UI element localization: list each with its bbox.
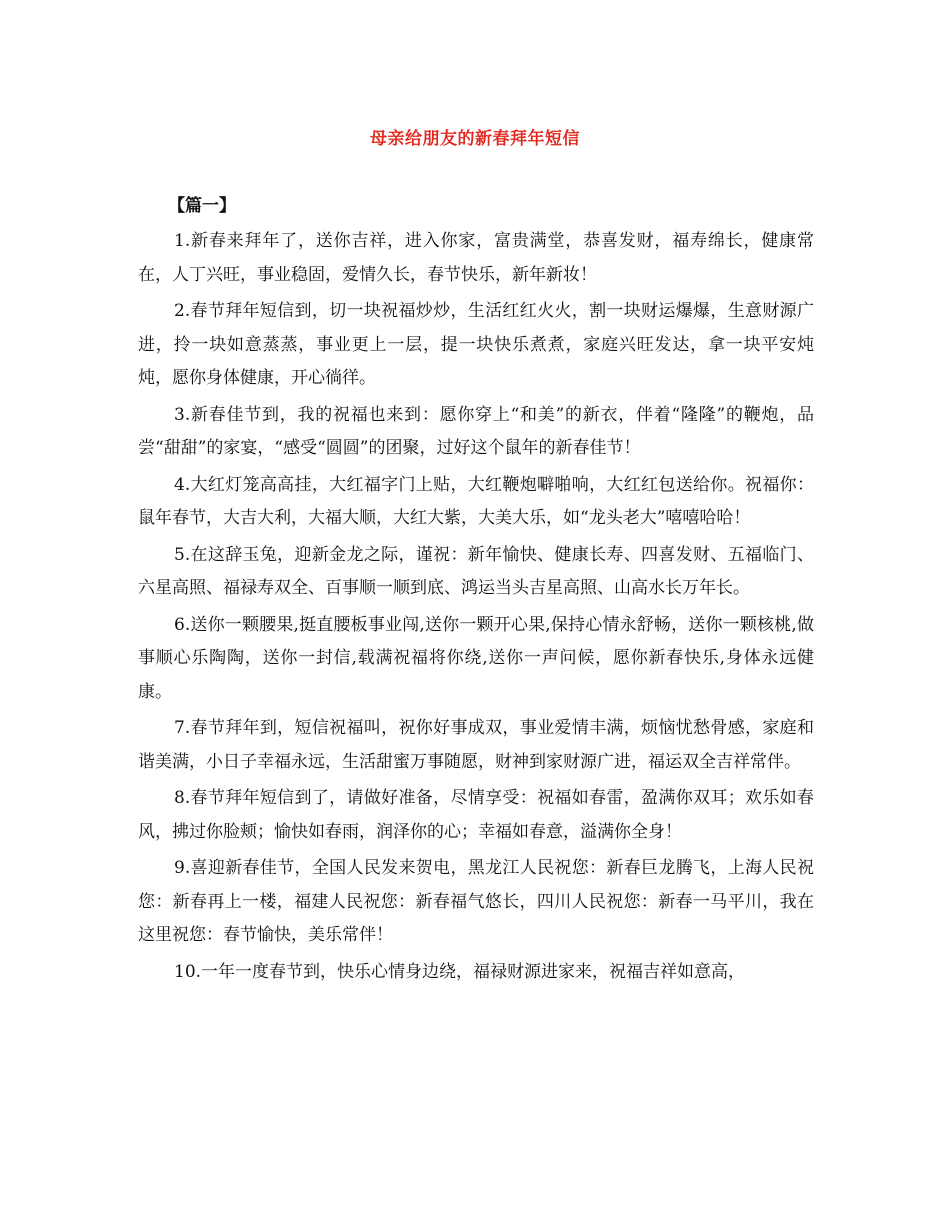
document-body <box>138 190 814 992</box>
paragraph-8: 8.春节拜年短信到了，请做好准备，尽情享受：祝福如春雷，盈满你双耳；欢乐如春风，拂过你脸颊；愉快如春雨，润泽你的心；幸福如春意，溢满你全身！ <box>138 788 814 842</box>
paragraph-1: 1.新春来拜年了，送你吉祥，进入你家，富贵满堂，恭喜发财，福寿绵长，健康常在，人丁兴旺，事业稳固，爱情久长，春节快乐，新年新妆！ <box>138 231 814 285</box>
paragraph-6: 6.送你一颗腰果,挺直腰板事业闯,送你一颗开心果,保持心情永舒畅，送你一颗核桃,做事顺心乐陶陶，送你一封信,载满祝福将你绕,送你一声问候，愿你新春快乐,身体永远健康。 <box>138 614 814 702</box>
section-label: 【篇一】 <box>168 196 236 216</box>
paragraph-7: 7.春节拜年到，短信祝福叫，祝你好事成双，事业爱情丰满，烦恼忧愁骨感，家庭和谐美满，小日子幸福永远，生活甜蜜万事随愿，财神到家财源广进，福运双全吉祥常伴。 <box>138 718 814 772</box>
paragraph-4: 4.大红灯笼高高挂，大红福字门上贴，大红鞭炮噼啪响，大红红包送给你。祝福你：鼠年春节，大吉大利，大福大顺，大红大紫，大美大乐，如“龙头老大”嘻嘻哈哈！ <box>138 474 814 528</box>
paragraph-10: 10.一年一度春节到，快乐心情身边绕，福禄财源进家来，祝福吉祥如意高， <box>174 961 746 982</box>
paragraph-5: 5.在这辞玉兔，迎新金龙之际，谨祝：新年愉快、健康长寿、四喜发财、五福临门、六星高照、福禄寿双全、百事顺一顺到底、鸿运当头吉星高照、山高水长万年长。 <box>138 544 814 598</box>
paragraph-9: 9.喜迎新春佳节，全国人民发来贺电，黑龙江人民祝您：新春巨龙腾飞，上海人民祝您：新春再上一楼，福建人民祝您：新春福气悠长，四川人民祝您：新春一马平川，我在这里祝您：春节愉快，美乐常伴！ <box>138 858 814 945</box>
document-title: 母亲给朋友的新春拜年短信 <box>370 129 580 149</box>
paragraph-3: 3.新春佳节到，我的祝福也来到：愿你穿上“和美”的新衣，伴着“隆隆”的鞭炮，品尝“甜甜”的家宴，“感受“圆圆”的团聚，过好这个鼠年的新春佳节！ <box>138 404 814 458</box>
paragraph-2: 2.春节拜年短信到，切一块祝福炒炒，生活红红火火，割一块财运爆爆，生意财源广进，拎一块如意蒸蒸，事业更上一层，提一块快乐煮煮，家庭兴旺发达，拿一块平安炖炖，愿你身体健康，开心徜徉。 <box>138 301 814 388</box>
